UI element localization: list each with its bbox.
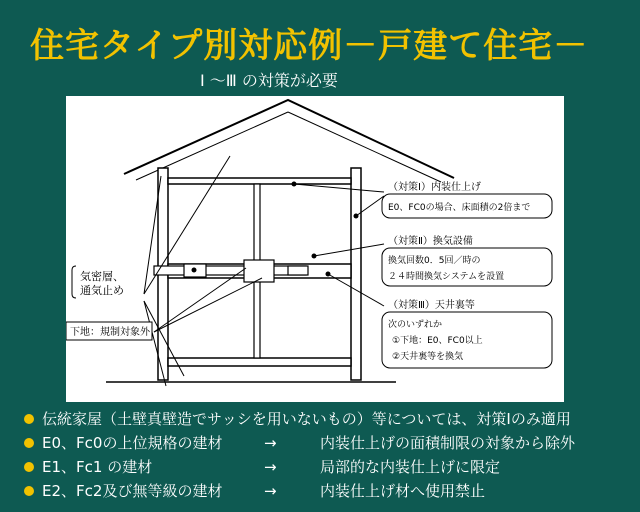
left-label-substrate: 下地：規制対象外 — [70, 327, 150, 338]
bullet-item — [24, 479, 575, 503]
left-label-bracket — [72, 266, 76, 298]
bullet-item — [24, 431, 575, 455]
measure1-text: E0、FC0の場合、床面積の2倍まで — [388, 203, 531, 213]
roof-inner-line-r — [288, 112, 441, 182]
leader-line — [294, 184, 384, 192]
bullet-dot-icon — [24, 414, 34, 424]
bullet-material: E0、Fc0の上位規格の建材 — [42, 434, 223, 452]
bullet-rule: 局部的な内装仕上げに限定 — [320, 458, 501, 476]
bullet-arrow: → — [264, 482, 277, 500]
bullet-material: E1、Fc1 の建材 — [42, 458, 153, 476]
roof-line — [124, 100, 454, 178]
bullet-material: E2、Fc2及び無等級の建材 — [42, 482, 223, 500]
bullet-dot-icon — [24, 438, 34, 448]
bullet-dot-icon — [24, 486, 34, 496]
left-label-airtight: 気密層、 — [80, 270, 124, 283]
bullet-arrow: → — [264, 434, 277, 452]
vent-outlet — [288, 266, 308, 275]
bullet-rule: 内装仕上げ材へ使用禁止 — [320, 482, 486, 500]
bullet-item — [24, 407, 575, 431]
measure3-text2: ①下地：E0、FC0以上 — [392, 336, 483, 346]
vent-duct — [154, 266, 306, 275]
measure2-title: （対策Ⅱ）換気設備 — [388, 236, 473, 247]
slide-subtitle: Ⅰ ～Ⅲ の対策が必要 — [200, 71, 338, 90]
upper-ceiling — [168, 178, 351, 184]
bullet-item — [24, 455, 575, 479]
vent-fan-hub — [192, 268, 197, 273]
bullet-list — [24, 407, 575, 503]
bullet-rule: 内装仕上げの面積制限の対象から除外 — [320, 434, 576, 452]
measure1-title: （対策Ⅰ）内装仕上げ — [388, 182, 481, 193]
partition-lower — [254, 278, 260, 358]
vent-box — [244, 260, 274, 282]
measure3-text3: ②天井裏等を換気 — [392, 352, 464, 362]
house-diagram-svg — [66, 96, 564, 402]
partition-upper — [254, 184, 260, 264]
arrow-line — [154, 278, 262, 332]
ground-floor — [168, 358, 351, 366]
house-section-diagram — [66, 96, 564, 402]
measure2-text1: 換気回数0．5回／時の — [388, 256, 481, 266]
bullet-dot-icon — [24, 462, 34, 472]
measure3-title: （対策Ⅲ）天井裏等 — [388, 300, 475, 311]
measure2-text2: ２４時間換気システムを設置 — [388, 272, 505, 282]
bullet-text: 伝統家屋（土壁真壁造でサッシを用いないもの）等については、対策Ⅰのみ適用 — [42, 410, 571, 428]
left-label-draftstop: 通気止め — [80, 284, 124, 297]
slide-title: 住宅タイプ別対応例－戸建て住宅－ — [30, 26, 589, 66]
wall-right — [351, 168, 361, 380]
leader-line — [314, 244, 384, 256]
measure3-text1: 次のいずれか — [388, 320, 443, 330]
bullet-arrow: → — [264, 458, 277, 476]
